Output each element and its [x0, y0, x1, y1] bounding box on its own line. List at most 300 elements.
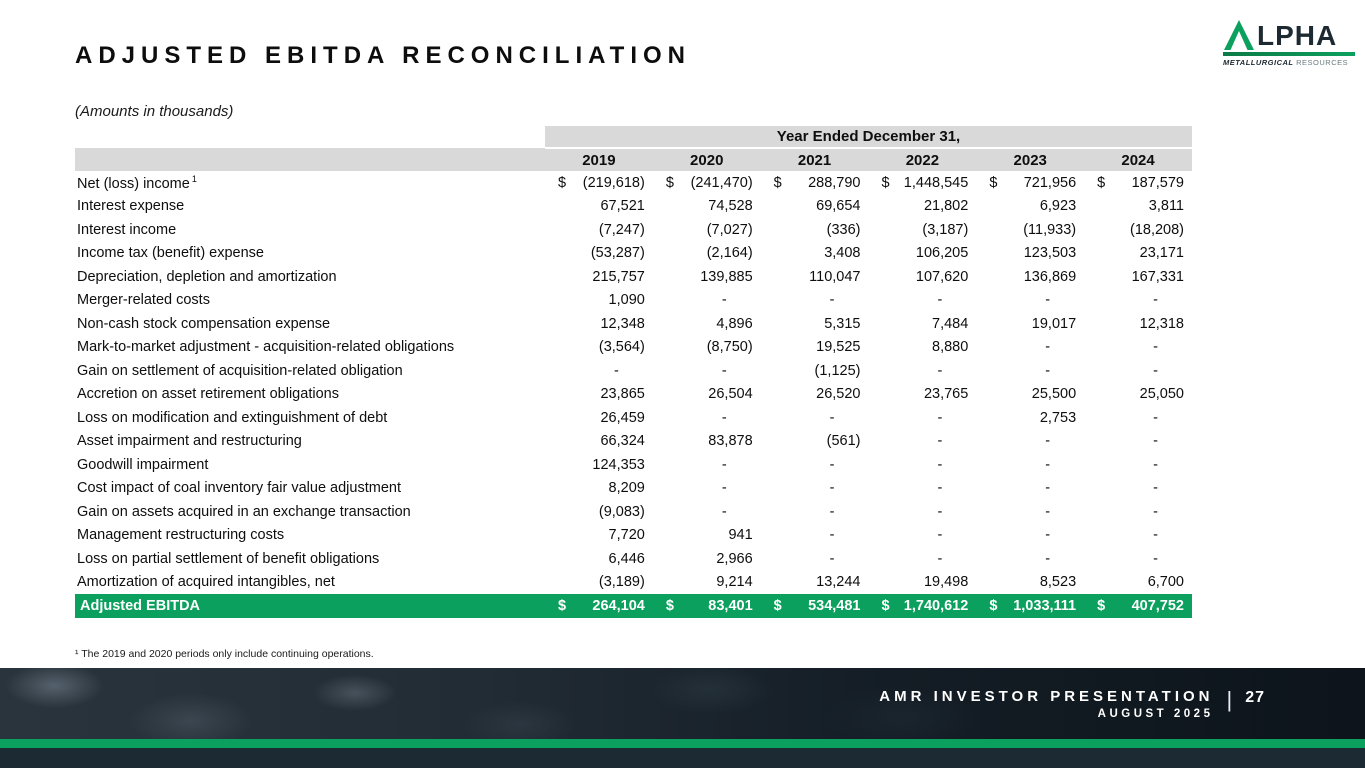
table-row — [75, 477, 1192, 501]
value: 26,459 — [600, 409, 645, 426]
table-row — [75, 547, 1192, 571]
footer-text-block — [879, 688, 1213, 720]
value-cell — [868, 336, 976, 360]
table-row — [75, 265, 1192, 289]
value-cell — [545, 383, 653, 407]
value: - — [1045, 456, 1051, 473]
value: 110,047 — [809, 268, 861, 285]
value-cell — [653, 571, 761, 595]
value: 3,408 — [824, 245, 861, 262]
value: - — [829, 527, 835, 544]
value: 67,521 — [600, 198, 645, 215]
value: 6,923 — [1039, 198, 1077, 215]
value-cell — [545, 265, 653, 289]
value-cell — [653, 359, 761, 383]
value: 3,811 — [1148, 198, 1184, 215]
value: 7,484 — [932, 315, 969, 332]
value-cell — [545, 195, 653, 219]
row-label: Net (loss) income $^1$ — [77, 173, 197, 192]
value-cell — [868, 265, 976, 289]
value: (336) — [826, 221, 861, 238]
value-cell — [1084, 289, 1192, 313]
adjusted-ebitda-row — [75, 594, 1192, 618]
page-number: 27 — [1245, 688, 1265, 706]
logo-tagline — [1223, 58, 1355, 67]
table-row — [75, 453, 1192, 477]
currency-symbol: $ — [558, 174, 567, 191]
value-cell — [1084, 500, 1192, 524]
year-header: 2022 — [868, 148, 976, 171]
value: - — [721, 480, 727, 497]
ebitda-reconciliation-table — [75, 126, 1192, 618]
table-total — [75, 594, 1192, 618]
value: 26,520 — [816, 386, 861, 403]
value: - — [1045, 550, 1051, 567]
table-row — [75, 359, 1192, 383]
value: (7,247) — [598, 221, 645, 238]
value: 2,966 — [716, 550, 753, 567]
row-label: Income tax (benefit) expense — [77, 245, 264, 262]
table-row — [75, 430, 1192, 454]
value-cell — [868, 524, 976, 548]
value: 534,481 — [808, 598, 861, 614]
value-cell — [976, 594, 1084, 618]
value: 19,525 — [816, 339, 861, 356]
currency-symbol: $ — [773, 598, 782, 614]
table-row — [75, 195, 1192, 219]
value-cell — [761, 312, 869, 336]
value-cell — [653, 336, 761, 360]
value: 167,331 — [1131, 268, 1184, 285]
value: 25,500 — [1031, 386, 1077, 403]
value-cell — [761, 571, 869, 595]
value: (219,618) — [582, 174, 645, 191]
value: 13,244 — [816, 574, 861, 591]
value-cell — [653, 547, 761, 571]
year-header: 2019 — [545, 148, 653, 171]
value: - — [937, 292, 943, 309]
value: - — [1153, 362, 1158, 379]
row-label: Gain on settlement of acquisition-related obligation — [77, 362, 403, 379]
value: - — [1045, 339, 1051, 356]
value-cell — [761, 359, 869, 383]
value-cell — [761, 242, 869, 266]
value: (18,208) — [1129, 221, 1184, 238]
table-row — [75, 571, 1192, 595]
value-cell — [761, 547, 869, 571]
value: - — [829, 480, 835, 497]
value: 74,528 — [708, 198, 753, 215]
value-cell — [976, 547, 1084, 571]
value-cell — [1084, 195, 1192, 219]
row-label: Interest expense — [77, 198, 185, 215]
row-label: Interest income — [77, 221, 177, 238]
value-cell — [868, 500, 976, 524]
value-cell — [545, 312, 653, 336]
logo-tagline-bold: METALLURGICAL — [1223, 58, 1294, 67]
value: - — [937, 503, 943, 520]
value-cell — [976, 265, 1084, 289]
value-cell — [761, 406, 869, 430]
value-cell — [1084, 265, 1192, 289]
value-cell — [761, 453, 869, 477]
value: - — [1153, 456, 1158, 473]
value-cell — [761, 195, 869, 219]
value-cell — [1084, 218, 1192, 242]
row-label: Asset impairment and restructuring — [77, 433, 302, 450]
value-cell — [1084, 312, 1192, 336]
bottom-navy-bar — [0, 748, 1365, 768]
table-row — [75, 218, 1192, 242]
value: - — [1045, 527, 1051, 544]
value: (53,287) — [590, 245, 645, 262]
value: 5,315 — [824, 315, 861, 332]
value: - — [937, 480, 943, 497]
value-cell — [761, 430, 869, 454]
value: - — [1045, 292, 1051, 309]
row-label: Amortization of acquired intangibles, net — [77, 574, 335, 591]
value-cell — [653, 312, 761, 336]
value: 9,214 — [716, 574, 753, 591]
footnote: ¹ The 2019 and 2020 periods only include continuing operations. — [75, 648, 374, 660]
value: (3,187) — [922, 221, 969, 238]
value-cell — [545, 171, 653, 195]
value: 1,090 — [608, 292, 645, 309]
value-cell — [761, 500, 869, 524]
value-cell — [653, 500, 761, 524]
row-label: Management restructuring costs — [77, 527, 285, 544]
value: 1,740,612 — [903, 598, 969, 614]
value-cell — [868, 383, 976, 407]
value-cell — [653, 524, 761, 548]
currency-symbol: $ — [881, 174, 890, 191]
currency-symbol: $ — [881, 598, 890, 614]
value: 1,033,111 — [1013, 598, 1077, 614]
alpha-logo — [1223, 20, 1355, 67]
currency-symbol: $ — [665, 598, 674, 614]
table-row — [75, 171, 1192, 195]
footer-presentation-title: AMR INVESTOR PRESENTATION — [879, 687, 1214, 705]
value-cell — [976, 218, 1084, 242]
value: 215,757 — [592, 268, 645, 285]
value-cell — [868, 571, 976, 595]
value-cell — [761, 594, 869, 618]
row-label: Gain on assets acquired in an exchange transaction — [77, 503, 411, 520]
value: (8,750) — [706, 339, 753, 356]
currency-symbol: $ — [1097, 598, 1106, 614]
value: - — [1153, 550, 1158, 567]
value-cell — [545, 430, 653, 454]
value: 288,790 — [808, 174, 861, 191]
value-cell — [976, 477, 1084, 501]
footer-coal-image — [0, 668, 1365, 739]
value-cell — [976, 312, 1084, 336]
row-label: Goodwill impairment — [77, 456, 209, 473]
value: - — [829, 503, 835, 520]
value: 23,865 — [600, 386, 645, 403]
value: 107,620 — [915, 268, 969, 285]
value: (11,933) — [1023, 221, 1077, 238]
value: (241,470) — [690, 174, 753, 191]
row-label: Merger-related costs — [77, 292, 210, 309]
value: - — [937, 409, 943, 426]
value: 7,720 — [608, 527, 645, 544]
value: 407,752 — [1131, 598, 1184, 614]
year-header: 2021 — [761, 148, 869, 171]
value: - — [1153, 527, 1158, 544]
value-cell — [653, 242, 761, 266]
value-cell — [868, 547, 976, 571]
value: 4,896 — [716, 315, 753, 332]
table-body — [75, 171, 1192, 594]
value: (561) — [826, 433, 861, 450]
value-cell — [761, 289, 869, 313]
value: 66,324 — [600, 433, 645, 450]
value-cell — [1084, 571, 1192, 595]
value-cell — [1084, 242, 1192, 266]
value: - — [1153, 480, 1158, 497]
value: (3,564) — [598, 339, 645, 356]
value-cell — [1084, 171, 1192, 195]
value-cell — [761, 524, 869, 548]
alpha-triangle-icon — [1223, 20, 1255, 50]
page-title: ADJUSTED EBITDA RECONCILIATION — [75, 42, 692, 69]
value: 25,050 — [1139, 386, 1184, 403]
value-cell — [976, 289, 1084, 313]
value-cell — [976, 171, 1084, 195]
value: - — [829, 456, 835, 473]
value: 26,504 — [708, 386, 753, 403]
value-cell — [545, 218, 653, 242]
span-header-row — [75, 126, 1192, 148]
value: 941 — [728, 527, 753, 544]
value-cell — [545, 242, 653, 266]
value: - — [721, 503, 727, 520]
value: - — [1153, 409, 1158, 426]
value-cell — [868, 218, 976, 242]
value-cell — [545, 359, 653, 383]
value-cell — [976, 336, 1084, 360]
value-cell — [761, 383, 869, 407]
value-cell — [545, 477, 653, 501]
row-label: Loss on modification and extinguishment of debt — [77, 409, 388, 426]
value-cell — [545, 336, 653, 360]
value-cell — [1084, 453, 1192, 477]
value: - — [1153, 339, 1158, 356]
value-cell — [976, 359, 1084, 383]
value-cell — [1084, 406, 1192, 430]
value: - — [829, 550, 835, 567]
value-cell — [653, 477, 761, 501]
value-cell — [545, 500, 653, 524]
value-cell — [1084, 383, 1192, 407]
value-cell — [976, 430, 1084, 454]
value-cell — [1084, 430, 1192, 454]
row-label: Depreciation, depletion and amortization — [77, 268, 337, 285]
logo-wordmark: LPHA — [1257, 20, 1338, 51]
value-cell — [761, 218, 869, 242]
year-header: 2024 — [1084, 148, 1192, 171]
currency-symbol: $ — [773, 174, 782, 191]
value: 19,498 — [923, 574, 969, 591]
value-cell — [1084, 547, 1192, 571]
value-cell — [761, 265, 869, 289]
currency-symbol: $ — [1097, 174, 1106, 191]
value: 12,348 — [600, 315, 645, 332]
value-cell — [976, 524, 1084, 548]
amounts-note: (Amounts in thousands) — [75, 103, 234, 120]
value-cell — [976, 500, 1084, 524]
value-cell — [976, 195, 1084, 219]
value-cell — [868, 406, 976, 430]
value: 136,869 — [1023, 268, 1077, 285]
value: (1,125) — [814, 362, 861, 379]
value: - — [1153, 433, 1158, 450]
value: 1,448,545 — [903, 174, 969, 191]
currency-symbol: $ — [558, 598, 567, 614]
value-cell — [653, 289, 761, 313]
value-cell — [868, 477, 976, 501]
value-cell — [545, 594, 653, 618]
table-row — [75, 289, 1192, 313]
value-cell — [545, 571, 653, 595]
value-cell — [868, 430, 976, 454]
value-cell — [868, 242, 976, 266]
value-cell — [545, 524, 653, 548]
value: - — [721, 456, 727, 473]
table-row — [75, 500, 1192, 524]
value-cell — [653, 265, 761, 289]
value: - — [1045, 503, 1051, 520]
value: - — [937, 550, 943, 567]
table-row — [75, 406, 1192, 430]
value-cell — [1084, 359, 1192, 383]
span-header: Year Ended December 31, — [545, 126, 1192, 148]
value: 83,401 — [708, 598, 753, 614]
value: 2,753 — [1039, 409, 1077, 426]
value: - — [721, 362, 727, 379]
value-cell — [868, 594, 976, 618]
currency-symbol: $ — [665, 174, 674, 191]
value-cell — [976, 406, 1084, 430]
value: (9,083) — [598, 503, 645, 520]
value-cell — [868, 289, 976, 313]
value: - — [1153, 503, 1158, 520]
row-label: Accretion on asset retirement obligations — [77, 386, 339, 403]
value-cell — [545, 453, 653, 477]
value: - — [937, 433, 943, 450]
year-header-corner — [75, 148, 545, 171]
value-cell — [653, 453, 761, 477]
table-row — [75, 383, 1192, 407]
value: - — [937, 456, 943, 473]
value-cell — [545, 289, 653, 313]
value: - — [829, 292, 835, 309]
table-row — [75, 242, 1192, 266]
value: (3,189) — [598, 574, 645, 591]
row-label: Adjusted EBITDA — [75, 594, 545, 618]
row-label: Mark-to-market adjustment - acquisition-related obligations — [77, 339, 455, 356]
value: 264,104 — [592, 598, 645, 614]
value-cell — [545, 406, 653, 430]
value: 8,209 — [608, 480, 645, 497]
value-cell — [761, 477, 869, 501]
logo-tagline-light: RESOURCES — [1296, 58, 1349, 67]
value-cell — [653, 430, 761, 454]
ebitda-table-wrap — [75, 126, 1192, 618]
year-header: 2023 — [976, 148, 1084, 171]
value: 6,446 — [608, 550, 645, 567]
value-cell — [868, 359, 976, 383]
value: - — [937, 527, 943, 544]
value-cell — [868, 453, 976, 477]
logo-green-bar — [1223, 52, 1355, 56]
currency-symbol: $ — [989, 174, 998, 191]
value-cell — [976, 242, 1084, 266]
value: 23,171 — [1139, 245, 1184, 262]
value: 83,878 — [708, 433, 753, 450]
value-cell — [545, 547, 653, 571]
value-cell — [653, 171, 761, 195]
value-cell — [653, 406, 761, 430]
value-cell — [1084, 524, 1192, 548]
value: (7,027) — [706, 221, 753, 238]
value-cell — [761, 336, 869, 360]
value: 124,353 — [592, 456, 645, 473]
value: 187,579 — [1131, 174, 1184, 191]
value: - — [937, 362, 943, 379]
value: - — [1153, 292, 1158, 309]
value-cell — [1084, 336, 1192, 360]
value: 8,880 — [932, 339, 969, 356]
value-cell — [653, 383, 761, 407]
value: 69,654 — [816, 198, 861, 215]
row-label: Cost impact of coal inventory fair value adjustment — [77, 480, 401, 497]
bottom-green-bar — [0, 739, 1365, 748]
value: - — [613, 362, 619, 379]
currency-symbol: $ — [989, 598, 998, 614]
value-cell — [653, 218, 761, 242]
footer-date: AUGUST 2025 — [1097, 707, 1214, 720]
row-label: Loss on partial settlement of benefit obligations — [77, 550, 380, 567]
value: 6,700 — [1147, 574, 1184, 591]
value: 139,885 — [700, 268, 753, 285]
value-cell — [868, 312, 976, 336]
value-cell — [976, 383, 1084, 407]
value: 23,765 — [923, 386, 969, 403]
footnote-ref: 1 — [191, 173, 197, 184]
value-cell — [1084, 477, 1192, 501]
row-label: Non-cash stock compensation expense — [77, 315, 331, 332]
value-cell — [976, 571, 1084, 595]
table-row — [75, 312, 1192, 336]
header-corner-cell — [75, 126, 545, 148]
value: - — [1045, 480, 1051, 497]
value: 19,017 — [1031, 315, 1077, 332]
value: 721,956 — [1023, 174, 1077, 191]
value: - — [721, 292, 727, 309]
value: 123,503 — [1023, 245, 1077, 262]
value-cell — [761, 171, 869, 195]
value: 12,318 — [1139, 315, 1184, 332]
value: 106,205 — [915, 245, 969, 262]
table-row — [75, 336, 1192, 360]
value: (2,164) — [706, 245, 753, 262]
value-cell — [976, 453, 1084, 477]
value-cell — [868, 171, 976, 195]
value-cell — [653, 594, 761, 618]
value: - — [1045, 362, 1051, 379]
